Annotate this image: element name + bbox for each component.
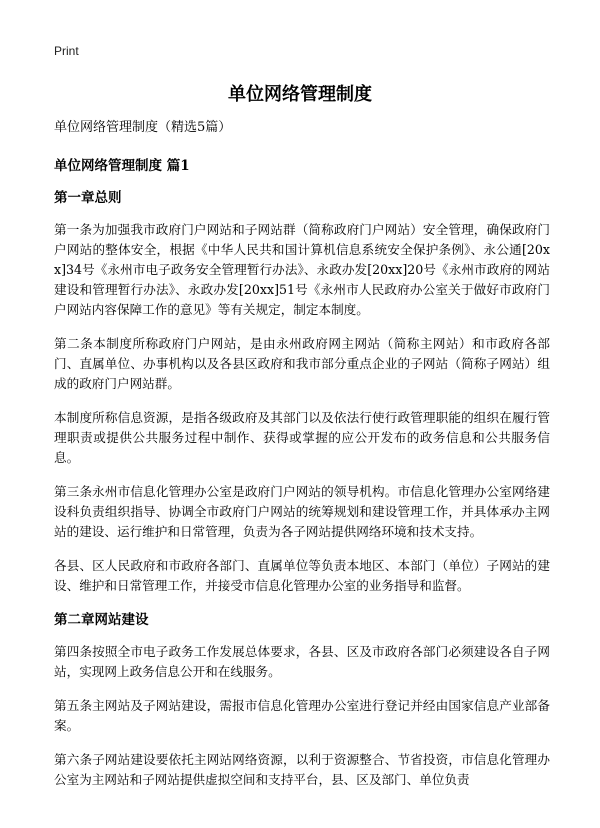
paragraph-article-5: 第五条主网站及子网站建设，需报市信息化管理办公室进行登记并经由国家信息产业部备案。 xyxy=(54,698,550,733)
paragraph-article-4: 第四条按照全市电子政务工作发展总体要求，各县、区及市政府各部门必须建设各自子网站，实现网上政务信息公开和在线服务。 xyxy=(54,644,550,679)
paragraph-info-resources: 本制度所称信息资源，是指各级政府及其部门以及依法行使行政管理职能的组织在履行管理职责或提供公共服务过程中制作、获得或掌握的应公开发布的政务信息和公共服务信息。 xyxy=(54,410,550,465)
paragraph-article-3: 第三条永州市信息化管理办公室是政府门户网站的领导机构。市信息化管理办公室网络建设科负责组织指导、协调全市政府门户网站的统筹规划和建设管理工作，并具体承办主网站的建设、运行维护和日常管理，负责为各子网站提供网络环境和技术支持。 xyxy=(54,484,550,539)
paragraph-article-1: 第一条为加强我市政府门户网站和子网站群（简称政府门户网站）安全管理，确保政府门户网站的整体安全，根据《中华人民共和国计算机信息系统安全保护条例》、永公通[20xx]34号《永州市电子政务安全管理暂行办法》、永政办发[20xx]20号《永州市政府的网站建设和管理暂行办法》、永政办发[20xx]51号《永州市人民政府办公室关于做好市政府门户网站内容保障工作的意见》等有关规定，制定本制度。 xyxy=(54,222,550,317)
paragraph-county-duties: 各县、区人民政府和市政府各部门、直属单位等负责本地区、本部门（单位）子网站的建设、维护和日常管理工作，并接受市信息化管理办公室的业务指导和监督。 xyxy=(54,558,550,593)
chapter-1-heading: 第一章总则 xyxy=(54,190,122,206)
page-title: 单位网络管理制度 xyxy=(228,84,372,105)
chapter-2-heading: 第二章网站建设 xyxy=(54,612,149,628)
section-heading: 单位网络管理制度 篇1 xyxy=(54,158,190,174)
document-subtitle: 单位网络管理制度（精选5篇） xyxy=(54,120,232,135)
paragraph-article-6: 第六条子网站建设要依托主网站网络资源，以利于资源整合、节省投资，市信息化管理办公室为主网站和子网站提供虚拟空间和支持平台，县、区及部门、单位负责 xyxy=(54,752,550,787)
paragraph-article-2: 第二条本制度所称政府门户网站，是由永州政府网主网站（简称主网站）和市政府各部门、直属单位、办事机构以及各县区政府和我市部分重点企业的子网站（简称子网站）组成的政府门户网站群。 xyxy=(54,336,550,391)
print-link[interactable]: Print xyxy=(54,44,79,58)
document-body xyxy=(54,118,550,804)
